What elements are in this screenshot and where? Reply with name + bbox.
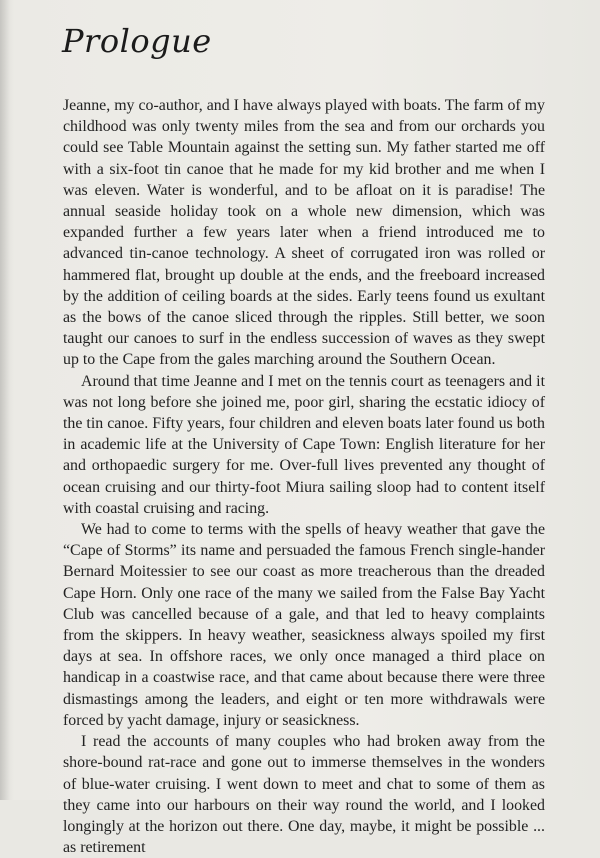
body-text bbox=[63, 95, 545, 858]
paragraph-3: We had to come to terms with the spells of heavy weather that gave the “Cape of Storms” its name and persuaded the famous French single-hander Bernard Moitessier to see our coast as more treacherous than the dreaded Cape Horn. Only one race of the many we sailed from the False Bay Yacht Club was cancelled because of a gale, and that led to heavy complaints from the skippers. In heavy weather, seasickness always spoiled my first days at sea. In offshore races, we only once managed a third place on handicap in a coastwise race, and that came about because there were three dismastings among the leaders, and eight or ten more withdrawals were forced by yacht damage, injury or seasickness. bbox=[63, 521, 545, 729]
chapter-title: Prologue bbox=[62, 22, 212, 60]
paragraph-4: I read the accounts of many couples who had broken away from the shore-bound rat-race and gone out to immerse themselves in the wonders of blue-water cruising. I went down to meet and chat to some of them as they came into our harbours on their way round the world, and I looked longingly at the horizon out there. One day, maybe, it might be possible ... as retirement bbox=[63, 733, 545, 857]
paragraph-1: Jeanne, my co-author, and I have always played with boats. The farm of my childhood was only twenty miles from the sea and from our orchards you could see Table Mountain against the setting sun. My father started me off with a six-foot tin canoe that he made for my kid brother and me when I was eleven. Water is wonderful, and to be afloat on it is paradise! The annual seaside holiday took on a whole new dimension, which was expanded further a few years later when a friend introduced me to advanced tin-canoe technology. A sheet of corrugated iron was rolled or hammered flat, brought up double at the ends, and the freeboard increased by the addition of ceiling boards at the sides. Early teens found us exultant as the bows of the canoe sliced through the ripples. Still better, we soon taught our canoes to surf in the endless succession of waves as they swept up to the Cape from the gales marching around the Southern Ocean. bbox=[63, 97, 545, 369]
paragraph-2: Around that time Jeanne and I met on the tennis court as teenagers and it was not long before she joined me, poor girl, sharing the ecstatic idiocy of the tin canoe. Fifty years, four children and eleven boats later found us both in academic life at the University of Cape Town: English literature for her and orthopaedic surgery for me. Over-full lives prevented any thought of ocean cruising and our thirty-foot Miura sailing sloop had to content itself with coastal cruising and racing. bbox=[63, 372, 545, 517]
gutter-shadow bbox=[0, 0, 10, 800]
